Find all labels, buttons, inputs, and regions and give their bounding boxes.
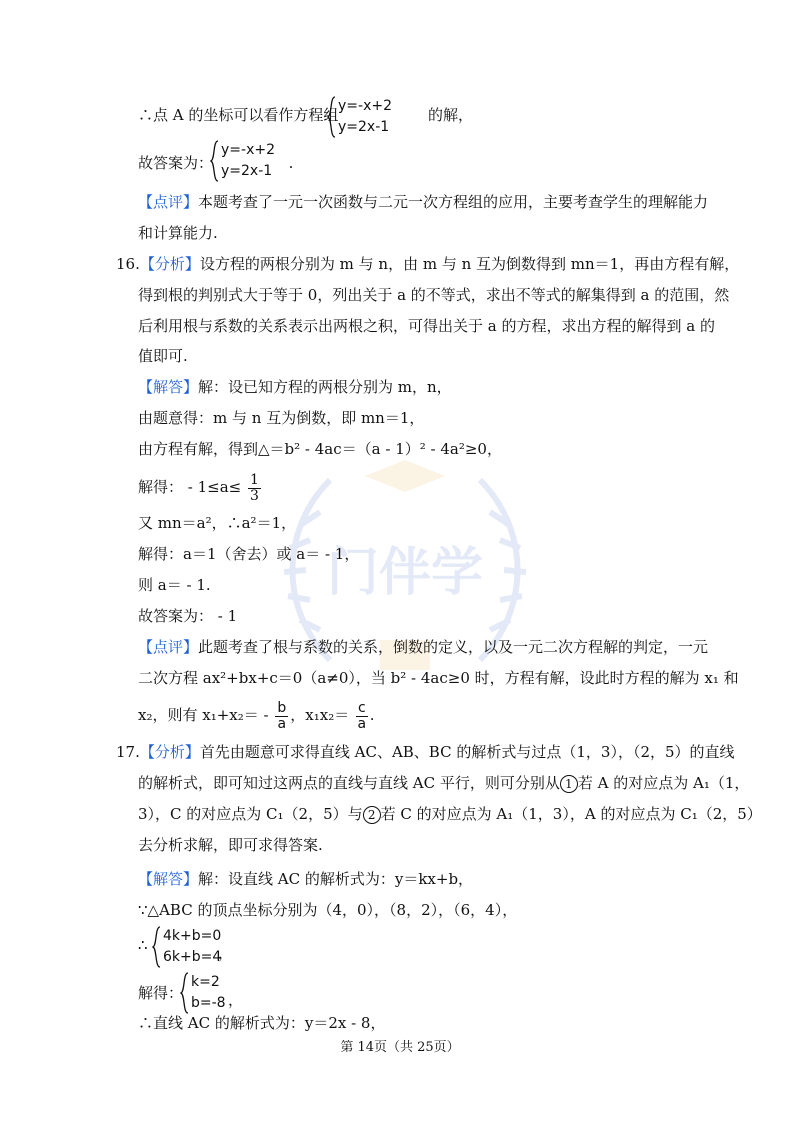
- circled-number: 1: [560, 775, 578, 793]
- fraction: $\frac{b}{a}$: [277, 699, 287, 732]
- equation-system: k=2 b=-8: [180, 972, 240, 1014]
- text-line: 故答案为： .: [138, 154, 294, 172]
- question-number: 17.: [116, 743, 140, 761]
- review-tag: 【点评】: [138, 193, 199, 211]
- text-line: 值即可.: [138, 347, 188, 365]
- analysis-line: 17.【分析】首先由题意可求得直线 AC、AB、BC 的解析式与过点（1，3），（2，5）的直线: [116, 743, 735, 761]
- page-footer: 第 14页（共 25页）: [340, 1040, 460, 1055]
- text-line: 由题意得：m 与 n 互为倒数，即 mn＝1，: [138, 409, 425, 427]
- text-line: 的解析式，即可知过这两点的直线与直线 AC 平行，则可分别从 1 若 A 的对应点为 A₁（1，: [138, 774, 750, 792]
- text-line: 二次方程 ax²+bx+c＝0（a≠0），当 b² - 4ac≥0 时，方程有解，设此时方程的解为 x₁ 和: [138, 669, 739, 687]
- review-tag: 【点评】: [138, 638, 199, 656]
- text-line: 则 a＝ - 1.: [138, 576, 211, 594]
- review-line: 【点评】此题考查了根与系数的关系，倒数的定义，以及一元二次方程解的判定，一元: [138, 638, 709, 656]
- circled-number: 2: [363, 806, 381, 824]
- question-number: 16.: [116, 255, 140, 273]
- text-line: ∴直线 AC 的解析式为：y＝2x - 8，: [138, 1014, 386, 1032]
- answer-tag: 【解答】: [138, 378, 199, 396]
- review-line: 【点评】本题考查了一元一次函数与二元一次方程组的应用，主要考查学生的理解能力: [138, 193, 709, 211]
- text-line: x₂，则有 x₁+x₂＝ - $\frac{b}{a}$ ，x₁x₂＝ $\frac{c}{a}$ .: [138, 699, 375, 732]
- left-brace-icon: [180, 972, 189, 1014]
- text-line: 又 mn＝a²，∴a²＝1，: [138, 514, 297, 532]
- text-line: 故答案为： - 1: [138, 607, 238, 625]
- text-line: ∴: [138, 936, 148, 954]
- text-line: 解得： - 1≤a≤ $\frac{1}{3}$: [138, 471, 259, 504]
- text-line: 3），C 的对应点为 C₁（2，5）与 2 若 C 的对应点为 A₁（1，3），A 的对应点为 C₁（2，5）: [138, 805, 762, 823]
- fraction: $\frac{1}{3}$: [250, 471, 259, 504]
- text-line: 去分析求解，即可求得答案.: [138, 836, 323, 854]
- fraction: $\frac{c}{a}$: [357, 699, 367, 732]
- analysis-line: 16.【分析】设方程的两根分别为 m 与 n，由 m 与 n 互为倒数得到 mn＝1，再由方程有解，: [116, 255, 740, 273]
- answer-tag: 【解答】: [138, 870, 199, 888]
- svg-text:门伴学: 门伴学: [326, 543, 484, 603]
- text-line: 后利用根与系数的关系表示出两根之积，可得出关于 a 的方程，求出方程的解得到 a 的: [138, 317, 715, 335]
- text-line: 得到根的判别式大于等于 0，列出关于 a 的不等式，求出不等式的解集得到 a 的范围，然: [138, 286, 730, 304]
- analysis-tag: 【分析】: [139, 255, 200, 273]
- left-brace-icon: [327, 96, 336, 138]
- text-line: 解得：a＝1（舍去）或 a＝ - 1，: [138, 545, 360, 563]
- left-brace-icon: [210, 140, 219, 182]
- answer-line: 【解答】解：设直线 AC 的解析式为：y＝kx+b，: [138, 870, 474, 888]
- analysis-tag: 【分析】: [139, 743, 200, 761]
- equation-system: 4k+b=0 6k+b=4: [152, 926, 222, 968]
- equation-system: y=-x+2 y=2x-1: [210, 140, 280, 182]
- text-line: ∵△ABC 的顶点坐标分别为（4，0），（8，2），（6，4），: [138, 901, 518, 919]
- text-line: 和计算能力.: [138, 224, 218, 242]
- punctuation: ，: [228, 991, 244, 1009]
- left-brace-icon: [152, 926, 161, 968]
- equation-system: y=-x+2 y=2x-1: [327, 96, 407, 138]
- watermark-logo-icon: [270, 440, 540, 700]
- text-line: 解得：: [138, 984, 184, 1002]
- text-line: ∴点 A 的坐标可以看作方程组 的解，: [138, 106, 473, 124]
- text-line: 由方程有解，得到△＝b² - 4ac＝（a - 1）² - 4a²≥0，: [138, 440, 502, 458]
- punctuation: ，: [218, 944, 234, 962]
- answer-line: 【解答】解：设已知方程的两根分别为 m，n，: [138, 378, 452, 396]
